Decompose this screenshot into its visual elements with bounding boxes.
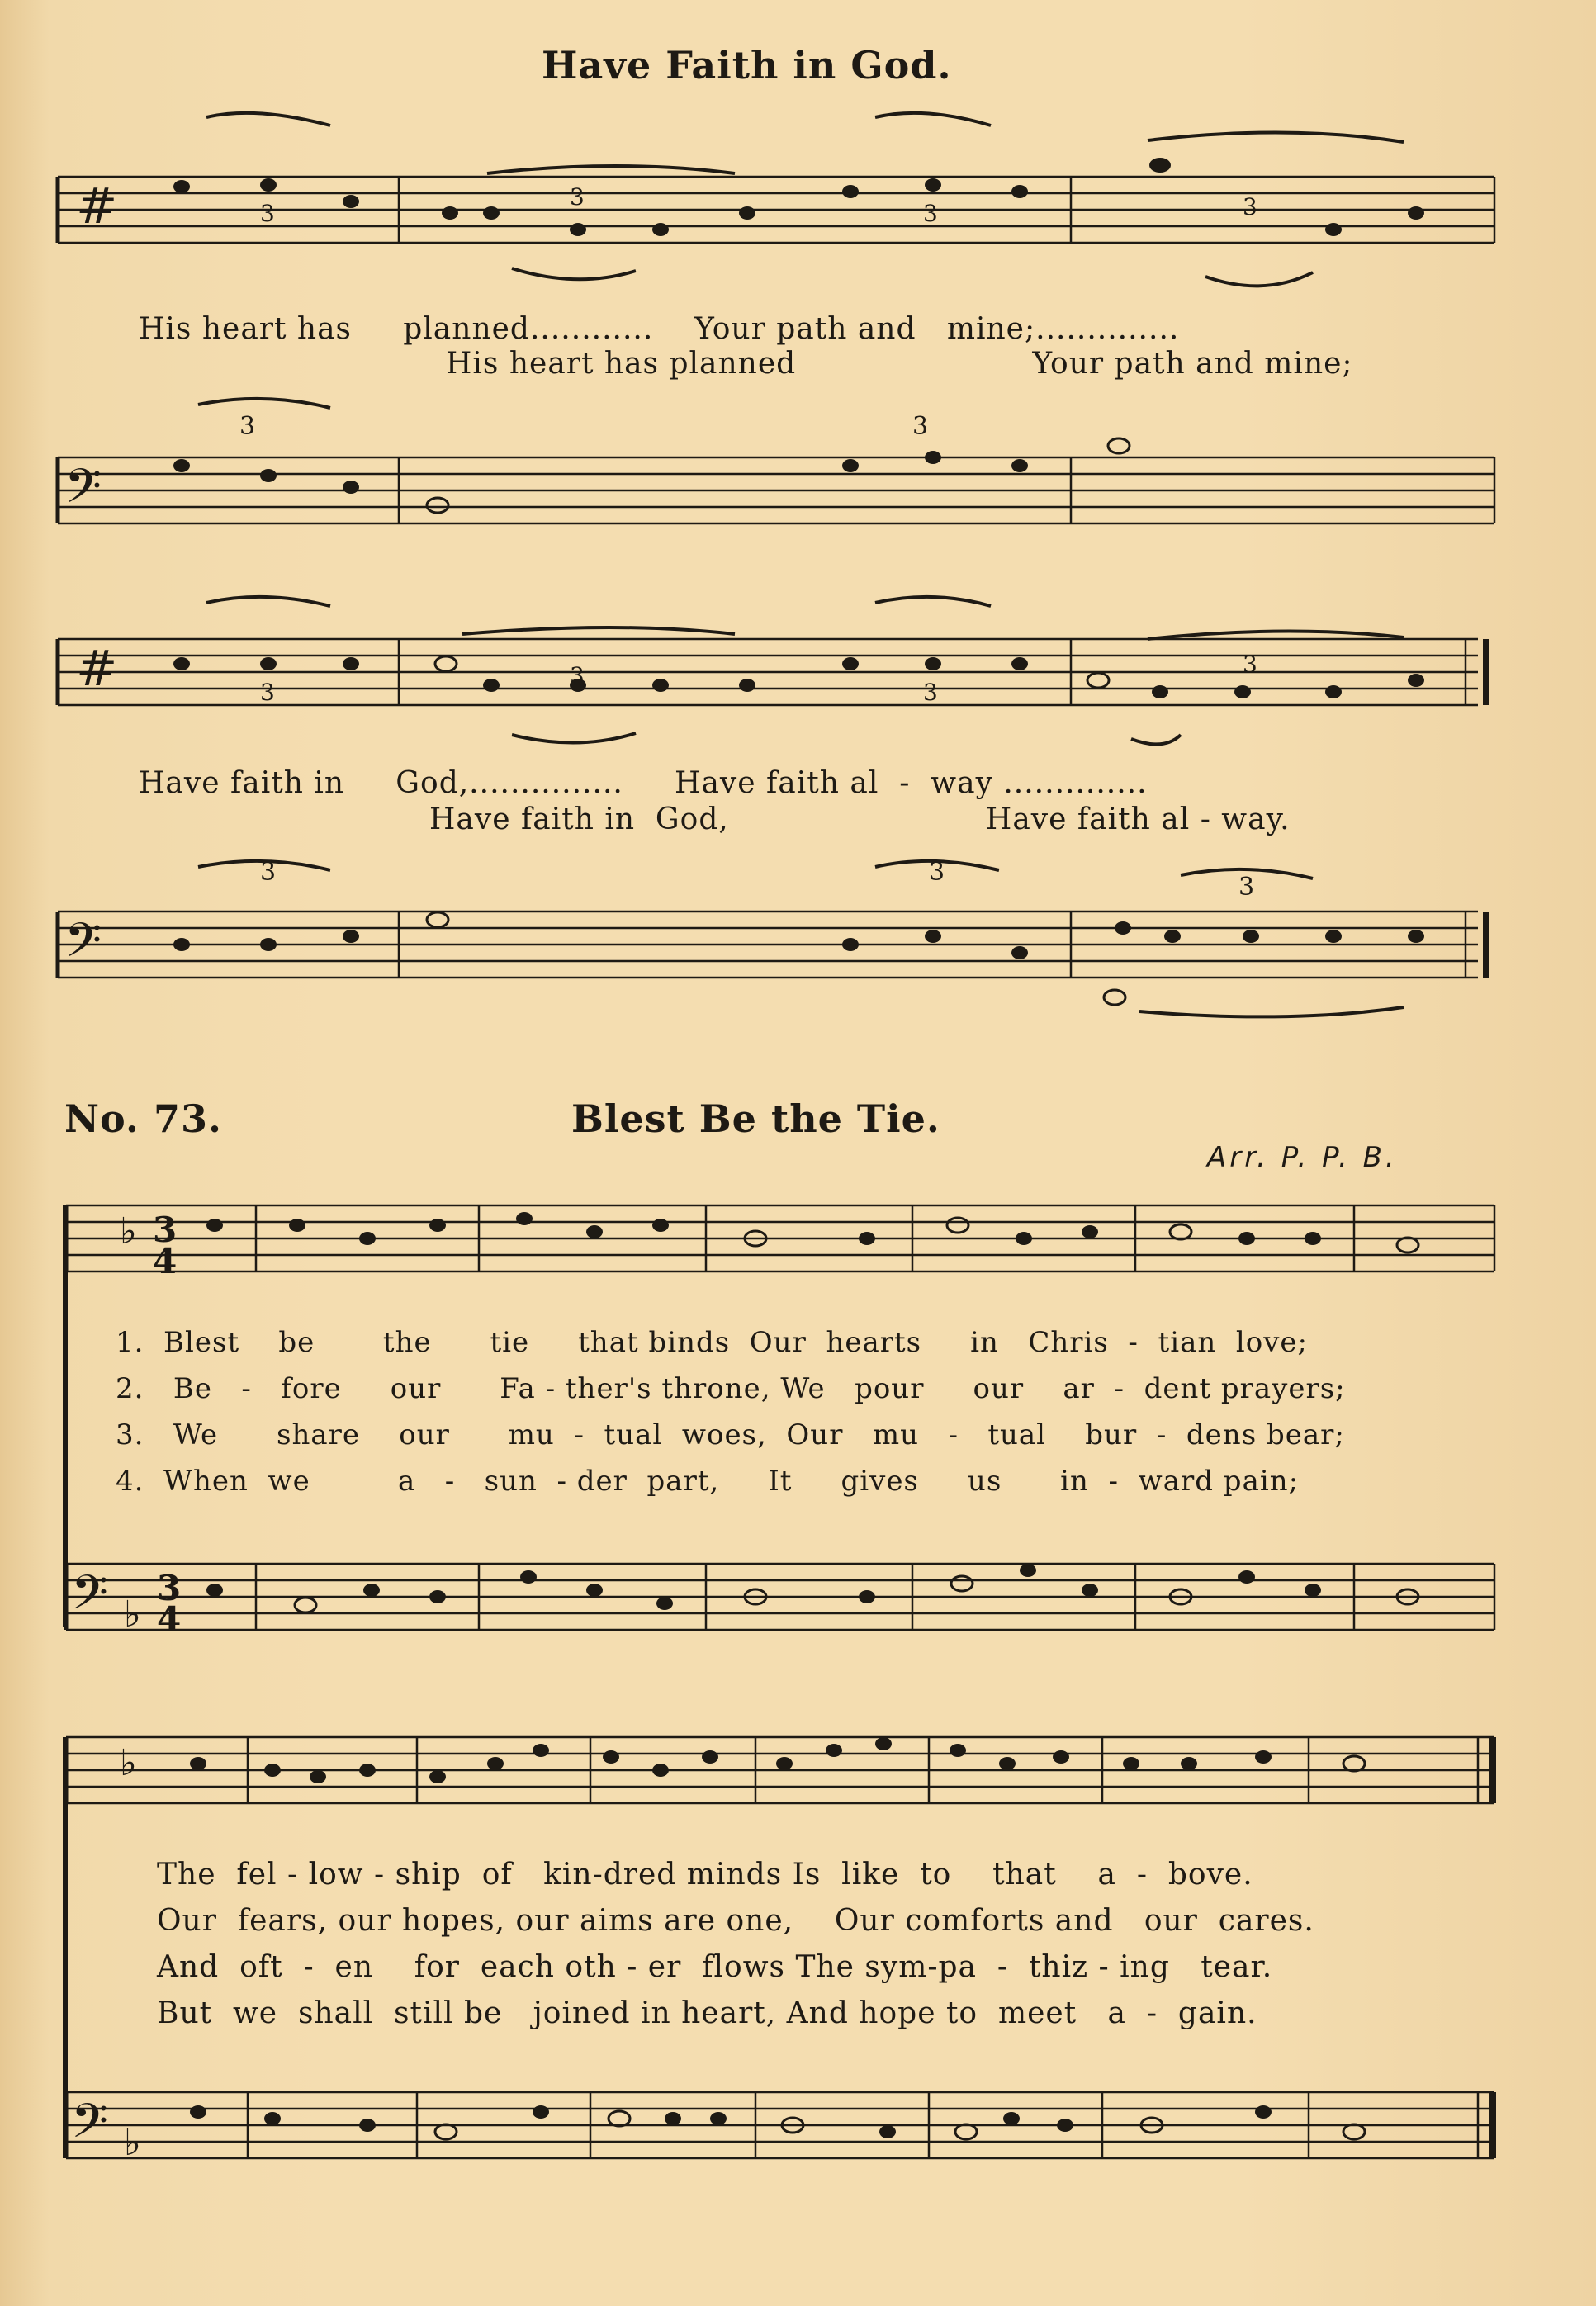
svg-text:3: 3 (923, 679, 938, 706)
svg-text:#: # (76, 640, 118, 698)
svg-text:3: 3 (260, 858, 277, 887)
svg-text:𝄢: 𝄢 (64, 458, 102, 526)
treble-staff (0, 627, 1596, 751)
verse-line: But we shall still be joined in heart, And hope to meet a - gain. (157, 1996, 1257, 2030)
treble-staff (0, 1194, 1596, 1301)
system-bracket (63, 1737, 68, 2158)
bass-staff (0, 2081, 1596, 2204)
verse-line: 3. We share our mu - tual woes, Our mu - tual bur - dens bear; (116, 1418, 1345, 1451)
bass-staff (0, 1552, 1596, 1676)
verse-line: 1. Blest be the tie that binds Our hearts in Chris - tian love; (116, 1326, 1308, 1359)
lyric-line: Have faith in God, Have faith al - way. (429, 803, 1291, 836)
bass-staff (0, 858, 1596, 1024)
svg-text:♭: ♭ (120, 1210, 137, 1252)
system-bracket (63, 1205, 68, 1627)
hymn-title: Blest Be the Tie. (571, 1096, 940, 1141)
svg-text:#: # (76, 178, 118, 235)
svg-text:𝄢: 𝄢 (71, 2093, 109, 2161)
svg-text:3: 3 (1243, 193, 1257, 220)
svg-text:3: 3 (929, 858, 945, 887)
svg-text:3: 3 (260, 679, 275, 706)
svg-text:3: 3 (1243, 651, 1257, 678)
lyric-line: His heart has planned Your path and mine; (446, 347, 1353, 381)
bass-staff (0, 412, 1596, 553)
svg-text:3: 3 (923, 200, 938, 227)
svg-text:3: 3 (570, 183, 585, 211)
hymn-title: Have Faith in God. (542, 43, 952, 88)
treble-staff (0, 1726, 1596, 1833)
svg-text:♭: ♭ (124, 2122, 141, 2164)
svg-text:3: 3 (239, 412, 256, 441)
svg-text:♭: ♭ (124, 1593, 141, 1636)
verse-line: Our fears, our hopes, our aims are one, Our comforts and our cares. (157, 1904, 1314, 1938)
svg-text:3: 3 (912, 412, 929, 441)
lyric-line: Have faith in God,............... Have faith al - way .............. (139, 766, 1148, 800)
svg-text:3: 3 (153, 1210, 178, 1250)
svg-text:♭: ♭ (120, 1742, 137, 1784)
treble-staff (0, 165, 1596, 289)
verse-line: The fel - low - ship of kin-dred minds Is like to that a - bove. (157, 1858, 1253, 1892)
svg-text:4: 4 (157, 1599, 182, 1640)
verse-line: 4. When we a - sun - der part, It gives us in - ward pain; (116, 1465, 1300, 1498)
hymn-number: No. 73. (64, 1096, 222, 1141)
verse-line: 2. Be - fore our Fa - ther's throne, We pour our ar - dent prayers; (116, 1372, 1346, 1405)
verse-line: And oft - en for each oth - er flows The sym-pa - thiz - ing tear. (157, 1950, 1273, 1984)
arranger-credit: Arr. P. P. B. (1207, 1141, 1398, 1174)
svg-text:4: 4 (153, 1241, 178, 1281)
svg-text:𝄢: 𝄢 (71, 1565, 109, 1632)
svg-text:3: 3 (1238, 873, 1255, 902)
svg-text:𝄢: 𝄢 (64, 912, 102, 980)
svg-text:3: 3 (157, 1568, 182, 1608)
svg-text:3: 3 (260, 200, 275, 227)
svg-text:3: 3 (570, 662, 585, 689)
lyric-line: His heart has planned............ Your path and mine;.............. (139, 312, 1180, 346)
